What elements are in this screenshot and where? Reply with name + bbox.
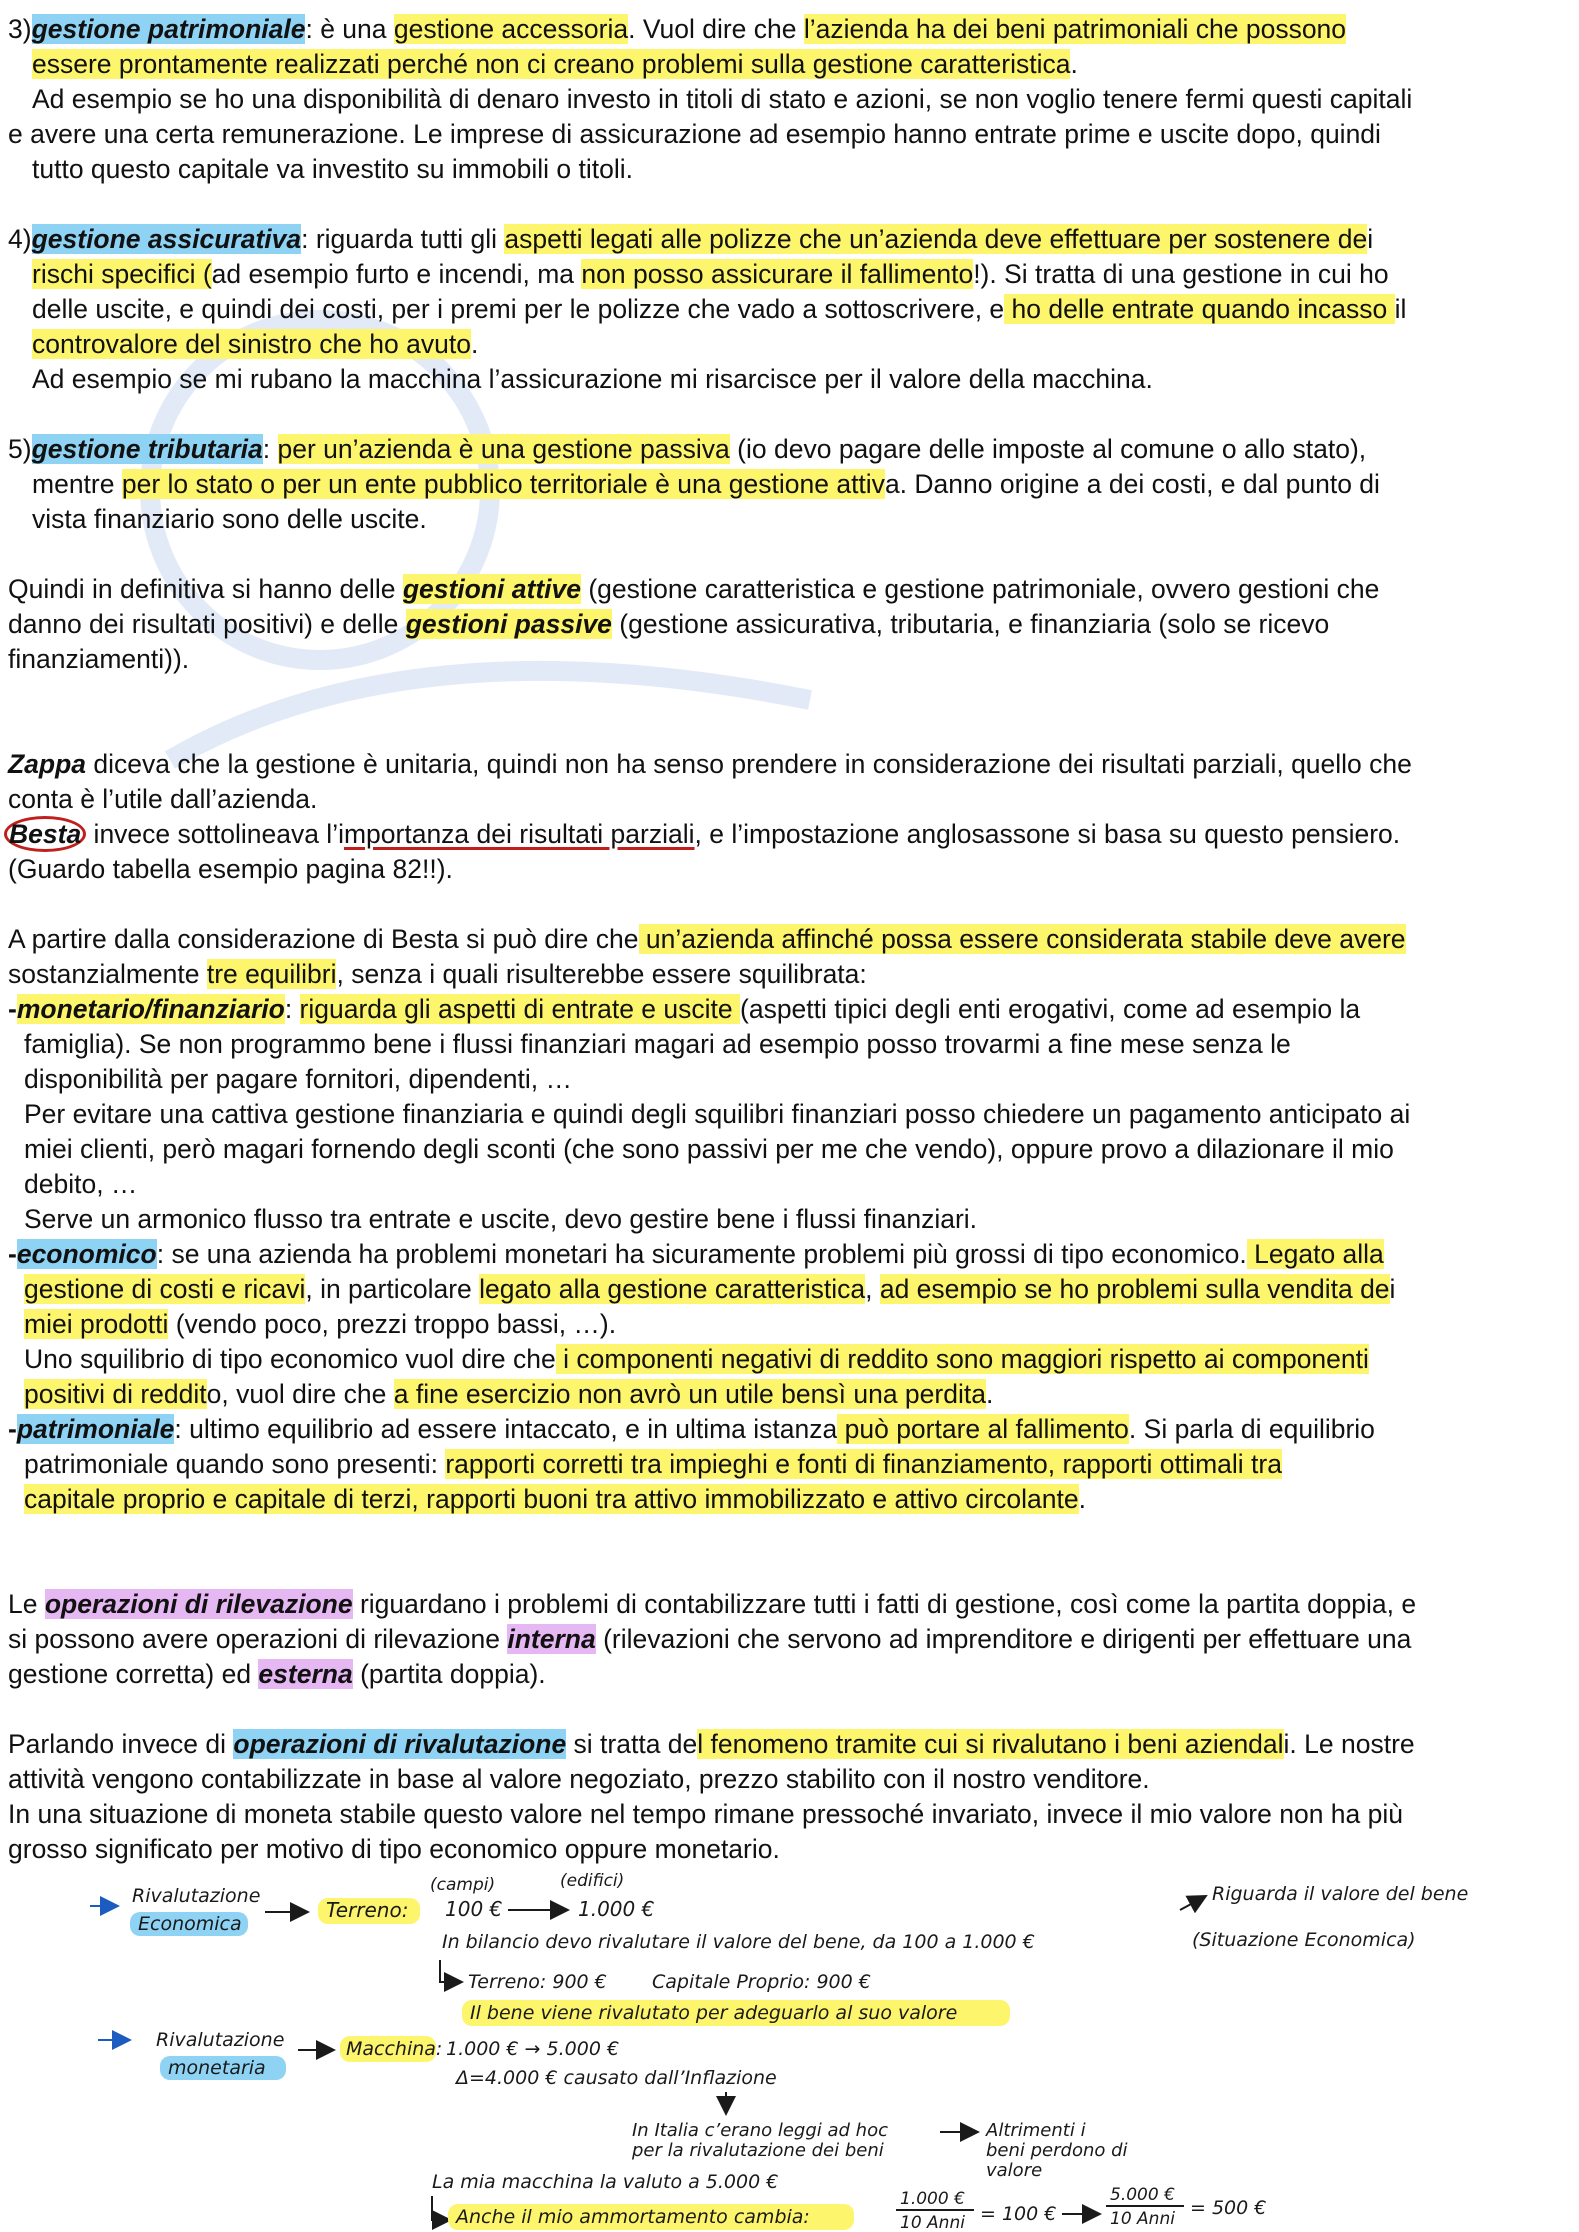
equilibri-line2: sostanzialmente tre equilibri, senza i quali risulterebbe essere squilibrata: <box>8 959 867 989</box>
s4-line3: delle uscite, e quindi dei costi, per i premi per le polizze che vado a sottoscrivere, e ho delle entrate quando incasso il <box>32 294 1407 324</box>
s5-line2: mentre per lo stato o per un ente pubblico territoriale è una gestione attiva. Danno origine a dei costi, e dal punto di <box>32 469 1380 499</box>
italia-label: In Italia c’erano leggi ad hoc <box>632 2120 888 2141</box>
riv-econ-label-2: Economica <box>138 1913 242 1935</box>
fraction1-res: = 100 € <box>980 2203 1057 2225</box>
riv-econ-label-1: Rivalutazione <box>132 1885 261 1907</box>
summary-line2: danno dei risultati positivi) e delle gestioni passive (gestione assicurativa, tributaria, e finanziaria (solo se ricevo <box>8 609 1330 639</box>
italia2-label: per la rivalutazione dei beni <box>632 2140 884 2161</box>
rilevazione-line1: Le operazioni di rilevazione riguardano i problemi di contabilizzare tutti i fatti di gestione, così come la partita doppia, e <box>8 1589 1417 1619</box>
besta-line: Besta invece sottolineava l’importanza dei risultati parziali, e l’impostazione anglosassone si basa su questo pensiero. <box>8 817 1568 852</box>
bene-riv-label: Il bene viene rivalutato per adeguarlo al suo valore <box>470 2002 958 2024</box>
handwritten-notes <box>0 1870 1579 2232</box>
s3-line2: essere prontamente realizzati perché non ci creano problemi sulla gestione caratteristica. <box>32 49 1078 79</box>
monetario-line1: -monetario/finanziario: riguarda gli aspetti di entrate e uscite (aspetti tipici degli enti erogativi, come ad esempio la <box>8 994 1361 1024</box>
equilibri-line1: A partire dalla considerazione di Besta si può dire che un’azienda affinché possa essere considerata stabile deve avere <box>8 924 1406 954</box>
ammortamento-label: Anche il mio ammortamento cambia: <box>456 2206 810 2228</box>
campi-label: (campi) <box>430 1875 496 1895</box>
delta-label: Δ=4.000 € causato dall’Inflazione <box>456 2067 777 2089</box>
besta-circled: Besta <box>4 816 86 852</box>
arrow-icon <box>1180 1896 1206 1910</box>
terreno900-label: Terreno: 900 € <box>468 1971 607 1993</box>
rilevazione-line2: si possono avere operazioni di rilevazione interna (rilevazioni che servono ad imprenditore e dirigenti per effettuare una <box>8 1624 1412 1654</box>
s5-line3: vista finanziario sono delle uscite. <box>32 504 427 534</box>
altrimenti-label: Altrimenti i <box>986 2120 1086 2141</box>
s4-line2: rischi specifici (ad esempio furto e incendi, ma non posso assicurare il fallimento!). Si tratta di una gestione in cui ho <box>32 259 1389 289</box>
term-monetario: monetario/finanziario <box>16 994 285 1024</box>
economico-line5: positivi di reddito, vuol dire che a fine esercizio non avrò un utile bensì una perdita. <box>24 1379 994 1409</box>
monetario-line2: famiglia). Se non programmo bene i flussi finanziari magari ad esempio posso trovarmi a fine mese senza le <box>24 1029 1291 1059</box>
patrimoniale-line3: capitale proprio e capitale di terzi, rapporti buoni tra attivo immobilizzato e attivo circolante. <box>24 1484 1087 1514</box>
s4-line1: 4)gestione assicurativa: riguarda tutti gli aspetti legati alle polizze che un’azienda deve effettuare per sostenere dei <box>8 224 1374 254</box>
summary-line3: finanziamenti)). <box>8 644 190 674</box>
s4-line5: Ad esempio se mi rubano la macchina l’assicurazione mi risarcisce per il valore della macchina. <box>32 364 1153 394</box>
text-body <box>8 12 1568 1867</box>
bilancio-label: In bilancio devo rivalutare il valore del bene, da 100 a 1.000 € <box>442 1931 1035 1953</box>
zappa-line2: conta è l’utile dall’azienda. <box>8 784 318 814</box>
s3-line3: Ad esempio se ho una disponibilità di denaro investo in titoli di stato e azioni, se non voglio tenere fermi questi capitali <box>32 84 1413 114</box>
rivalutazione-line1: Parlando invece di operazioni di rivalutazione si tratta del fenomeno tramite cui si rivalutano i beni aziendali. Le nostre <box>8 1729 1415 1759</box>
capitale-label: Capitale Proprio: 900 € <box>652 1971 871 1993</box>
summary-line1: Quindi in definitiva si hanno delle gestioni attive (gestione caratteristica e gestione patrimoniale, ovvero gestioni che <box>8 574 1380 604</box>
monetario-line4: Per evitare una cattiva gestione finanziaria e quindi degli squilibri finanziari posso chiedere un pagamento anticipato ai <box>24 1099 1411 1129</box>
macchina-label: Macchina: <box>346 2038 443 2060</box>
rilevazione-line3: gestione corretta) ed esterna (partita doppia). <box>8 1659 546 1689</box>
arrow-icon <box>440 1960 462 1982</box>
terreno-value-2: 1.000 € <box>578 1897 655 1921</box>
mia-macchina-label: La mia macchina la valuto a 5.000 € <box>432 2171 779 2193</box>
economico-line3: miei prodotti (vendo poco, prezzi troppo bassi, …). <box>24 1309 617 1339</box>
fraction2-res: = 500 € <box>1190 2197 1267 2219</box>
terreno-label: Terreno: <box>326 1898 409 1922</box>
rivalutazione-line3: In una situazione di moneta stabile questo valore nel tempo rimane pressoché invariato, invece il mio valore non ha più <box>8 1799 1404 1829</box>
arrow-icon <box>432 2196 450 2220</box>
s3-line5: tutto questo capitale va investito su immobili o titoli. <box>32 154 633 184</box>
riv-mon-label-1: Rivalutazione <box>156 2029 285 2051</box>
monetario-line7: Serve un armonico flusso tra entrate e uscite, devo gestire bene i flussi finanziari. <box>24 1204 978 1234</box>
fraction2-num: 5.000 € <box>1110 2185 1175 2205</box>
fraction1-num: 1.000 € <box>900 2189 965 2209</box>
terreno-value-1: 100 € <box>445 1897 503 1921</box>
zappa-line1: Zappa diceva che la gestione è unitaria, quindi non ha senso prendere in considerazione dei risultati parziali, quello che <box>8 749 1412 779</box>
term-gestione-assicurativa: gestione assicurativa <box>31 224 302 254</box>
s3-line4: e avere una certa remunerazione. Le imprese di assicurazione ad esempio hanno entrate prime e uscite dopo, quindi <box>8 119 1381 149</box>
rivalutazione-line4: grosso significato per motivo di tipo economico oppure monetario. <box>8 1834 780 1864</box>
sit-econ-label: (Situazione Economica) <box>1192 1929 1416 1951</box>
macchina-value: 1.000 € → 5.000 € <box>446 2038 620 2060</box>
riv-mon-label-2: monetaria <box>168 2057 266 2079</box>
beni-perdono-label: beni perdono di <box>986 2140 1128 2161</box>
monetario-line6: debito, … <box>24 1169 138 1199</box>
patrimoniale-line2: patrimoniale quando sono presenti: rapporti corretti tra impieghi e fonti di finanziamento, rapporti ottimali tra <box>24 1449 1282 1479</box>
s3-line1: 3)gestione patrimoniale: è una gestione accessoria. Vuol dire che l’azienda ha dei beni patrimoniali che possono <box>8 14 1347 44</box>
economico-line4: Uno squilibrio di tipo economico vuol dire che i componenti negativi di reddito sono maggiori rispetto ai componenti <box>24 1344 1369 1374</box>
term-gestione-tributaria: gestione tributaria <box>31 434 263 464</box>
s4-line4: controvalore del sinistro che ho avuto. <box>32 329 479 359</box>
valore-label: valore <box>986 2160 1043 2181</box>
zappa-line4: (Guardo tabella esempio pagina 82!!). <box>8 854 453 884</box>
economico-line1: -economico: se una azienda ha problemi monetari ha sicuramente problemi più grossi di tipo economico. Legato alla <box>8 1239 1384 1269</box>
term-gestione-patrimoniale: gestione patrimoniale <box>31 14 306 44</box>
economico-line2: gestione di costi e ricavi, in particolare legato alla gestione caratteristica, ad esempio se ho problemi sulla vendita dei <box>24 1274 1396 1304</box>
fraction2-den: 10 Anni <box>1110 2209 1175 2229</box>
term-economico: economico <box>16 1239 157 1269</box>
s5-line1: 5)gestione tributaria: per un’azienda è una gestione passiva (io devo pagare delle imposte al comune o allo stato), <box>8 434 1367 464</box>
fraction1-den: 10 Anni <box>900 2213 965 2232</box>
monetario-line5: miei clienti, però magari fornendo degli sconti (che sono passivi per me che vendo), oppure provo a dilazionare il mio <box>24 1134 1394 1164</box>
riguarda-label: Riguarda il valore del bene <box>1212 1883 1469 1905</box>
monetario-line3: disponibilità per pagare fornitori, dipendenti, … <box>24 1064 572 1094</box>
rivalutazione-line2: attività vengono contabilizzate in base al valore negoziato, prezzo stabilito con il nostro venditore. <box>8 1764 1150 1794</box>
edifici-label: (edifici) <box>560 1871 625 1891</box>
term-patrimoniale: patrimoniale <box>16 1414 175 1444</box>
patrimoniale-line1: -patrimoniale: ultimo equilibrio ad essere intaccato, e in ultima istanza può portare al fallimento. Si parla di equilibrio <box>8 1414 1375 1444</box>
